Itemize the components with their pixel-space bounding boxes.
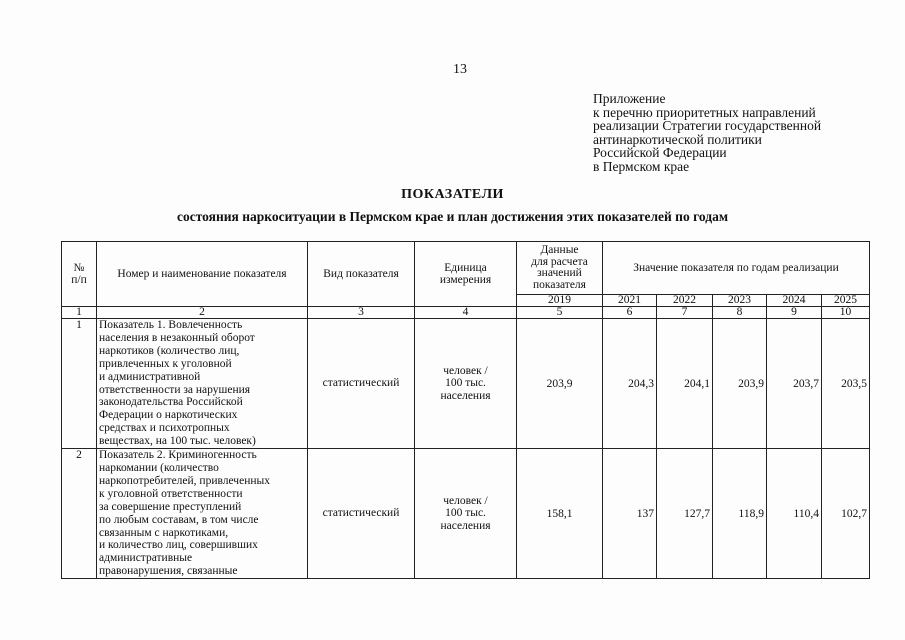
annex-line: в Пермском крае bbox=[593, 158, 690, 174]
header-plan: Значение показателя по годам реализации bbox=[603, 242, 870, 295]
header-base-line: показателя bbox=[533, 278, 586, 291]
annex-line: антинаркотической политики bbox=[593, 131, 762, 147]
table-row bbox=[62, 319, 870, 449]
column-number: 8 bbox=[713, 307, 767, 319]
indicator-name-line: по любым составам, в том числе bbox=[99, 513, 259, 526]
year-value: 102,7 bbox=[822, 449, 870, 579]
header-base-line: значений bbox=[537, 267, 582, 279]
header-name: Номер и наименование показателя bbox=[97, 242, 308, 307]
indicator-name-line: веществах, на 100 тыс. человек) bbox=[99, 435, 256, 448]
indicator-name-line: Федерации о наркотических bbox=[99, 409, 238, 422]
unit-line: 100 тыс. bbox=[445, 377, 486, 390]
indicator-name-line: средствах и психотропных bbox=[99, 422, 230, 435]
document-subtitle: состояния наркоситуации в Пермском крае и план достижения этих показателей по годам bbox=[176, 209, 729, 224]
header-number-line: № bbox=[73, 262, 85, 274]
year-value: 203,9 bbox=[713, 319, 767, 449]
column-number: 4 bbox=[415, 307, 517, 319]
indicator-name-line: правонарушения, связанные bbox=[99, 565, 238, 578]
annex-line: Приложение bbox=[593, 91, 666, 106]
indicator-type: статистический bbox=[308, 319, 415, 449]
annex-line: Российской Федерации bbox=[593, 145, 727, 161]
indicator-name-line: наркопотребителей, привлеченных bbox=[99, 474, 270, 487]
header-base-line: Данные bbox=[540, 244, 579, 256]
header-unit bbox=[415, 242, 517, 307]
column-number: 5 bbox=[517, 307, 603, 319]
indicator-unit bbox=[415, 319, 517, 449]
unit-line: населения bbox=[440, 519, 491, 532]
header-base bbox=[517, 242, 603, 295]
indicator-name-line: к уголовной ответственности bbox=[99, 487, 243, 500]
indicator-name bbox=[97, 319, 308, 449]
annex-line: к перечню приоритетных направлений bbox=[593, 104, 816, 120]
header-year: 2021 bbox=[603, 295, 657, 307]
year-value: 203,5 bbox=[822, 319, 870, 449]
table-row bbox=[62, 449, 870, 579]
header-year: 2023 bbox=[713, 295, 767, 307]
year-value: 137 bbox=[603, 449, 657, 579]
row-number: 1 bbox=[62, 319, 97, 449]
header-number bbox=[62, 242, 97, 307]
indicators-table bbox=[61, 241, 870, 579]
header-unit-line: Единица bbox=[444, 262, 487, 274]
unit-line: 100 тыс. bbox=[445, 507, 486, 520]
header-base-year: 2019 bbox=[517, 295, 603, 307]
column-number: 10 bbox=[822, 307, 870, 319]
year-value: 203,7 bbox=[767, 319, 822, 449]
column-number: 2 bbox=[97, 307, 308, 319]
column-number: 1 bbox=[62, 307, 97, 319]
header-year: 2025 bbox=[822, 295, 870, 307]
year-value: 118,9 bbox=[713, 449, 767, 579]
unit-line: человек / bbox=[443, 494, 488, 507]
indicator-name-line: административные bbox=[99, 552, 193, 565]
base-value: 158,1 bbox=[517, 449, 603, 579]
indicator-name-line: и количество лиц, совершивших bbox=[99, 539, 258, 552]
indicator-name-line: привлеченных к уголовной bbox=[99, 357, 232, 370]
annex-block bbox=[593, 92, 893, 174]
indicator-name-line: Показатель 1. Вовлеченность bbox=[99, 319, 243, 331]
indicator-name-line: за совершение преступлений bbox=[99, 500, 242, 513]
column-number: 9 bbox=[767, 307, 822, 319]
indicator-name-line: наркомании (количество bbox=[99, 461, 219, 474]
page-number: 13 bbox=[453, 62, 467, 77]
indicator-type: статистический bbox=[308, 449, 415, 579]
indicator-name-line: наркотиков (количество лиц, bbox=[99, 344, 240, 357]
header-type: Вид показателя bbox=[308, 242, 415, 307]
document-title: ПОКАЗАТЕЛИ bbox=[401, 187, 504, 202]
header-unit-line: измерения bbox=[439, 274, 492, 286]
base-value: 203,9 bbox=[517, 319, 603, 449]
indicator-name-line: населения в незаконный оборот bbox=[99, 331, 255, 344]
year-value: 204,3 bbox=[603, 319, 657, 449]
year-value: 110,4 bbox=[767, 449, 822, 579]
header-year: 2022 bbox=[657, 295, 713, 307]
column-number: 3 bbox=[308, 307, 415, 319]
header-year: 2024 bbox=[767, 295, 822, 307]
header-number-line: п/п bbox=[71, 274, 87, 286]
indicator-unit bbox=[415, 449, 517, 579]
year-value: 127,7 bbox=[657, 449, 713, 579]
annex-line: реализации Стратегии государственной bbox=[593, 118, 822, 134]
unit-line: человек / bbox=[443, 364, 488, 377]
indicator-name-line: Показатель 2. Криминогенность bbox=[99, 449, 257, 462]
indicator-name-line: законодательства Российской bbox=[99, 396, 243, 409]
indicator-name bbox=[97, 449, 308, 579]
year-value: 204,1 bbox=[657, 319, 713, 449]
unit-line: населения bbox=[440, 389, 491, 402]
indicator-name-line: ответственности за нарушения bbox=[99, 383, 251, 396]
indicator-name-line: и административной bbox=[99, 370, 201, 383]
column-number: 7 bbox=[657, 307, 713, 319]
header-base-line: для расчета bbox=[531, 255, 588, 268]
column-number: 6 bbox=[603, 307, 657, 319]
indicator-name-line: связанным с наркотиками, bbox=[99, 526, 229, 539]
row-number: 2 bbox=[62, 449, 97, 579]
